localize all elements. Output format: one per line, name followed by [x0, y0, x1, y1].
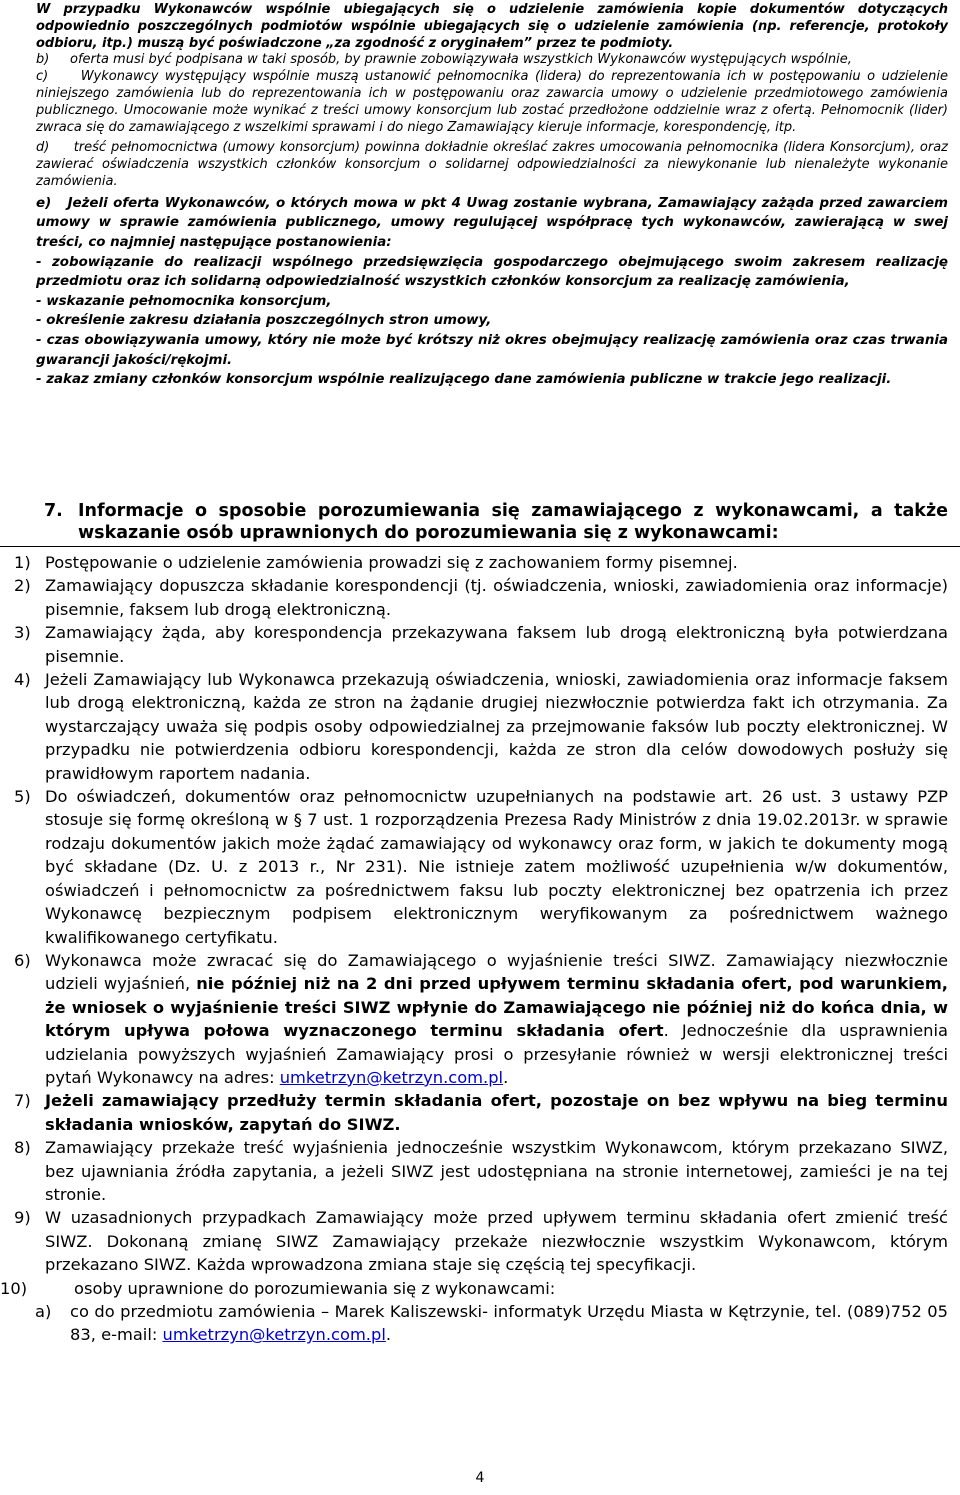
item-text: osoby uprawnione do porozumiewania się z wykonawcami:	[74, 1278, 556, 1298]
item-number: 8)	[14, 1138, 31, 1158]
item-number: 7)	[14, 1091, 31, 1111]
list-item-6	[14, 949, 948, 1089]
list-item-3	[14, 621, 948, 668]
email-link[interactable]: umketrzyn@ketrzyn.com.pl	[279, 1067, 504, 1087]
item-text	[45, 949, 948, 1089]
item-text: Zamawiający żąda, aby korespondencja przekazywana faksem lub drogą elektroniczną była potwierdzana pisemnie.	[45, 623, 948, 666]
list-item-7	[14, 1089, 948, 1136]
point-e-block	[36, 194, 948, 390]
list-item-10a	[14, 1300, 948, 1347]
page-number: 4	[475, 1470, 485, 1486]
section-7-heading	[44, 500, 948, 544]
item-text: W uzasadnionych przypadkach Zamawiający może przed upływem terminu składania ofert zmienić treść SIWZ. Dokonaną zmianę SIWZ Zamawiający przekaże niezwłocznie wszystkim Wykonawcom, którym przekazano SIWZ. Każda wprowadzona zmiana staje się częścią tej specyfikacji.	[45, 1208, 948, 1275]
item-number: 2)	[14, 576, 31, 596]
item-6-deadline-bold: nie później niż na 2 dni przed upływem terminu składania ofert, pod warunkiem, że wniosek o wyjaśnienie treści SIWZ wpłynie do Zamawiającego nie później niż do końca dnia, w którym upływa połowa wyznaczonego terminu składania ofert	[45, 974, 948, 1041]
point-e-item-2: - wskazanie pełnomocnika konsorcjum,	[36, 293, 332, 309]
point-e-item-3: - określenie zakresu działania poszczególnych stron umowy,	[36, 313, 492, 329]
item-6-text-start: Wykonawca może zwracać się do Zamawiającego o wyjaśnienie treści SIWZ. Zamawiający niezwłocznie udzieli wyjaśnień,	[45, 950, 948, 994]
item-text: Jeżeli zamawiający przedłuży termin składania ofert, pozostaje on bez wpływu na bieg terminu składania wniosków, zapytań do SIWZ.	[45, 1091, 948, 1134]
item-text: Zamawiający przekaże treść wyjaśnienia jednocześnie wszystkim Wykonawcom, którym przekazano SIWZ, bez ujawniania źródła zapytania, a jeżeli SIWZ jest udostępniana na stronie internetowej, zamieści je na tej stronie.	[45, 1138, 948, 1204]
point-c: c) Wykonawcy występujący wspólnie muszą ustanowić pełnomocnika (lidera) do reprezentowania ich w postępowaniu o udzielenie niniejszego zamówienia lub do reprezentowania ich w postępowaniu oraz zawarcia umowy o udzielenie przedmiotowego zamówienia publicznego. Umocowanie może wynikać z treści umowy konsorcjum lub zostać przedłożone oddzielnie wraz z ofertą. Pełnomocnik (lider) zwraca się do zamawiającego z wszelkimi sprawami i do niego Zamawiający kieruje informacje, korespondencję, itp.	[36, 69, 948, 135]
item-number: a)	[35, 1302, 52, 1321]
communication-rules-list	[0, 551, 948, 1347]
point-e-item-5: - zakaz zmiany członków konsorcjum wspólnie realizującego dane zamówienia publiczne w trakcie jego realizacji.	[36, 372, 892, 388]
item-number: 9)	[14, 1208, 31, 1228]
item-number: 3)	[14, 623, 31, 643]
item-text: Jeżeli Zamawiający lub Wykonawca przekazują oświadczenia, wnioski, zawiadomienia oraz informacje faksem lub drogą elektroniczną, każda ze stron na żądanie drugiej niezwłocznie potwierdza fakt ich otrzymania. Za wystarczający uważa się podpis osoby odpowiedzialnej za przejmowanie faksów lub poczty elektronicznej. W przypadku nie potwierdzenia odbioru korespondencji, każda ze stron dla celów dowodowych posłuży się prawidłowym raportem nadania.	[45, 670, 948, 783]
item-text: Do oświadczeń, dokumentów oraz pełnomocnictw uzupełnianych na podstawie art. 26 ust. 3 ustawy PZP stosuje się formę określoną w § 7 ust. 1 rozporządzenia Prezesa Rady Ministrów z dnia 19.02.2013r. w sprawie rodzaju dokumentów jakich może żądać zamawiający od wykonawcy oraz form, w jakich te dokumenty mogą być składane (Dz. U. z 2013 r., Nr 231). Nie istnieje zatem możliwość uzupełnienia w/w dokumentów, oświadczeń i pełnomocnictw za pośrednictwem faksu lub poczty elektronicznej bez opatrzenia ich przez Wykonawcę bezpiecznym podpisem elektronicznym weryfikowanym za pośrednictwem ważnego kwalifikowanego certyfikatu.	[45, 787, 948, 947]
item-number: 10)	[0, 1278, 28, 1298]
item-6-text-end: .	[503, 1067, 509, 1087]
item-text	[70, 1300, 948, 1347]
point-d: d) treść pełnomocnictwa (umowy konsorcjum) powinna dokładnie określać zakres umocowania pełnomocnika (lidera Konsorcjum), oraz zawierać oświadczenia wszystkich członków konsorcjum o solidarnej odpowiedzialności za niewykonanie lub nienależyte wykonanie zamówienia.	[36, 140, 948, 189]
list-item-1	[14, 551, 948, 574]
point-e: e) Jeżeli oferta Wykonawców, o których mowa w pkt 4 Uwag zostanie wybrana, Zamawiający zażąda przed zawarciem umowy w sprawie zamówienia publicznego, umowy regulującej współpracę tych wykonawców, zawierającą w swej treści, co najmniej następujące postanowienia:	[36, 195, 948, 250]
point-e-item-4: - czas obowiązywania umowy, który nie może być krótszy niż okres obejmujący realizację zamówienia oraz czas trwania gwarancji jakości/rękojmi.	[36, 332, 948, 368]
item-number: 5)	[14, 787, 31, 807]
contact-text-end: .	[385, 1325, 392, 1345]
section-7-underline	[0, 546, 960, 547]
item-number: 1)	[14, 553, 31, 572]
point-e-item-1: - zobowiązanie do realizacji wspólnego przedsięwzięcia gospodarczego obejmującego swoim zakresem realizację przedmiotu oraz ich solidarną odpowiedzialność wszystkich członków konsorcjum za realizację zamówienia,	[36, 254, 948, 290]
section-7-title: Informacje o sposobie porozumiewania się zamawiającego z wykonawcami, a także wskazanie osób uprawnionych do porozumiewania się z wykonawcami:	[78, 501, 948, 543]
item-number: 6)	[14, 950, 31, 970]
consortium-requirements	[36, 2, 948, 390]
item-6-text-continued: . Jednocześnie dla usprawnienia udzielania powyższych wyjaśnień Zamawiający prosi o przesyłanie również w wersji elektronicznej treści pytań Wykonawcy na adres:	[45, 1021, 948, 1087]
list-item-9	[14, 1206, 948, 1276]
point-b: b) oferta musi być podpisana w taki sposób, by prawnie zobowiązywała wszystkich Wykonawców występujących wspólnie,	[36, 52, 852, 68]
consortium-documents-paragraph: W przypadku Wykonawców wspólnie ubiegających się o udzielenie zamówienia kopie dokumentów dotyczących odpowiednio poszczególnych podmiotów wspólnie ubiegających się o udzielenie zamówienia (np. referencje, protokoły odbioru, itp.) muszą być poświadczone „za zgodność z oryginałem” przez te podmioty.	[36, 2, 948, 51]
contact-person-text: co do przedmiotu zamówienia – Marek Kaliszewski- informatyk Urzędu Miasta w Kętrzynie, tel. (089)752 05 83, e-mail:	[70, 1302, 948, 1345]
list-item-10	[0, 1277, 948, 1300]
item-text: Zamawiający dopuszcza składanie korespondencji (tj. oświadczenia, wnioski, zawiadomienia oraz informacje) pisemnie, faksem lub drogą elektroniczną.	[45, 576, 948, 619]
section-7-number: 7.	[44, 501, 63, 521]
list-item-2	[14, 574, 948, 621]
list-item-4	[14, 668, 948, 785]
list-item-5	[14, 785, 948, 949]
item-number: 4)	[14, 670, 31, 690]
contact-email-link[interactable]: umketrzyn@ketrzyn.com.pl	[162, 1325, 386, 1345]
list-item-8	[14, 1136, 948, 1206]
item-text: Postępowanie o udzielenie zamówienia prowadzi się z zachowaniem formy pisemnej.	[45, 553, 738, 572]
